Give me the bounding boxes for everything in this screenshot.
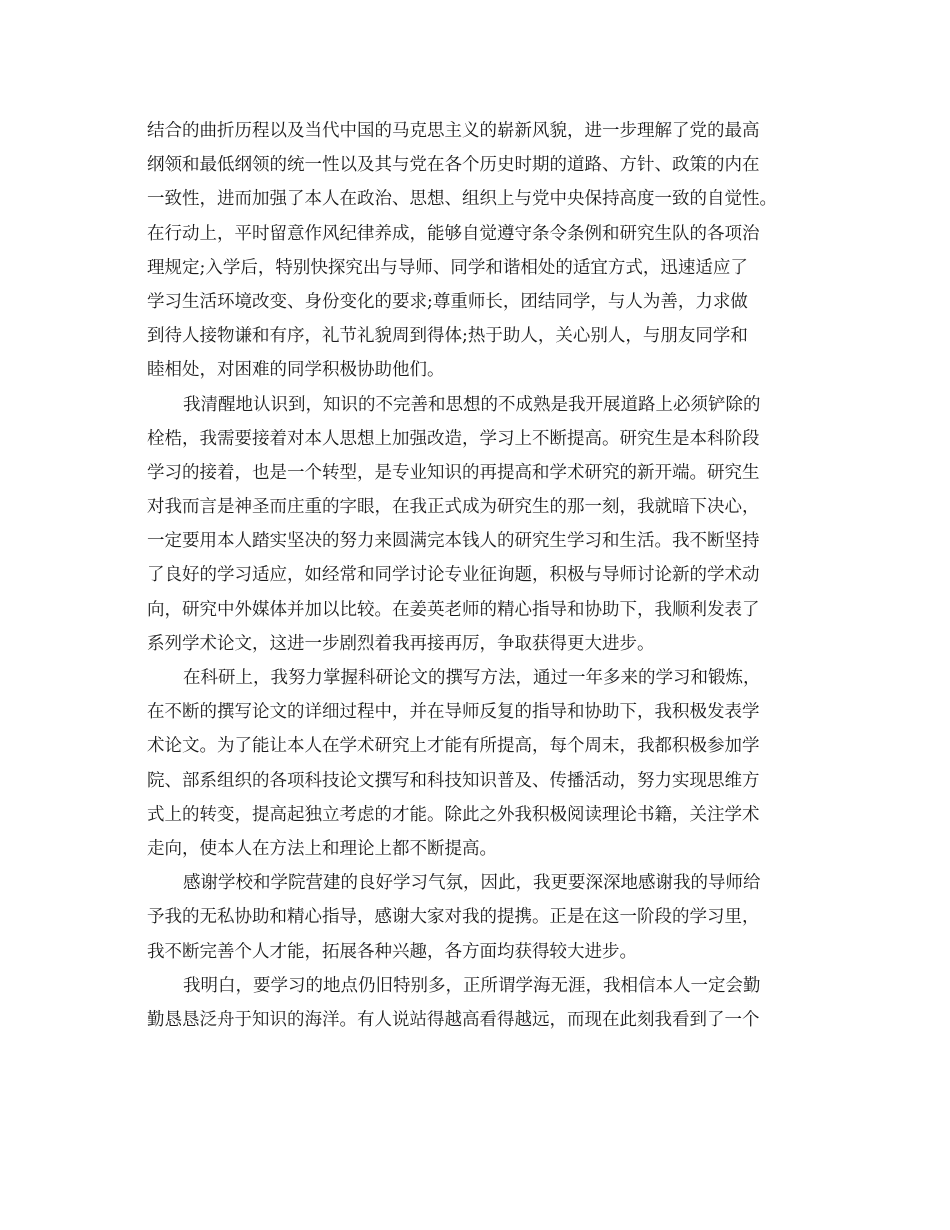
text-line: 我不断完善个人才能，拓展各种兴趣，各方面均获得较大进步。 [147, 941, 637, 962]
paragraph-first-line: 我明白，要学习的地点仍旧特别多，正所谓学海无涯，我相信本人一定会勤 [183, 975, 761, 996]
text-line: 结合的曲折历程以及当代中国的马克思主义的崭新风貌，进一步理解了党的最高 [147, 121, 760, 141]
text-line: 纲领和最低纲领的统一性以及其与党在各个历史时期的道路、方针、政策的内在 [147, 155, 760, 176]
text-line: 式上的转变，提高起独立考虑的才能。除此之外我积极阅读理论书籍，关注学术 [147, 804, 760, 825]
text-line: 到待人接物谦和有序，礼节礼貌周到得体;热于助人，关心别人，与朋友同学和 [147, 326, 748, 347]
text-line: 系列学术论文，这进一步剧烈着我再接再厉，争取获得更大进步。 [147, 633, 655, 654]
document-body [147, 114, 827, 1037]
text-line: 理规定;入学后，特别快探究出与导师、同学和谐相处的适宜方式，迅速适应了 [147, 257, 748, 278]
paragraph-first-line: 在科研上，我努力掌握科研论文的撰写方法，通过一年多来的学习和锻炼， [183, 668, 761, 688]
text-line: 学习的接着，也是一个转型，是专业知识的再提高和学术研究的新开端。研究生 [147, 462, 760, 483]
text-line: 术论文。为了能让本人在学术研究上才能有所提高，每个周末，我都积极参加学 [147, 736, 760, 757]
paragraph-first-line: 我清醒地认识到，知识的不完善和思想的不成熟是我开展道路上必须铲除的 [183, 394, 761, 415]
paragraph-first-line: 感谢学校和学院营建的良好学习气氛，因此，我更要深深地感谢我的导师给 [183, 873, 761, 894]
text-line: 一致性，进而加强了本人在政治、思想、组织上与党中央保持高度一致的自觉性。 [147, 189, 777, 210]
text-line: 了良好的学习适应，如经常和同学讨论专业征询题，积极与导师讨论新的学术动 [147, 565, 760, 586]
text-line: 睦相处，对困难的同学积极协助他们。 [147, 360, 445, 381]
text-line: 学习生活环境改变、身份变化的要求;尊重师长，团结同学，与人为善，力求做 [147, 291, 748, 312]
text-line: 在行动上，平时留意作风纪律养成，能够自觉遵守条令条例和研究生队的各项治 [147, 223, 760, 244]
text-line: 走向，使本人在方法上和理论上都不断提高。 [147, 838, 497, 859]
text-line: 在不断的撰写论文的详细过程中，并在导师反复的指导和协助下，我积极发表学 [147, 702, 760, 723]
text-line: 对我而言是神圣而庄重的字眼，在我正式成为研究生的那一刻，我就暗下决心， [147, 497, 760, 518]
text-line: 予我的无私协助和精心指导，感谢大家对我的提携。正是在这一阶段的学习里， [147, 907, 760, 928]
text-line: 栓梏，我需要接着对本人思想上加强改造，学习上不断提高。研究生是本科阶段 [147, 428, 760, 449]
text-line: 向，研究中外媒体并加以比较。在姜英老师的精心指导和协助下，我顺利发表了 [147, 599, 760, 620]
text-line: 院、部系组织的各项科技论文撰写和科技知识普及、传播活动，努力实现思维方 [147, 770, 760, 791]
text-line: 勤恳恳泛舟于知识的海洋。有人说站得越高看得越远，而现在此刻我看到了一个 [147, 1009, 760, 1030]
text-line: 一定要用本人踏实坚决的努力来圆满完本钱人的研究生学习和生活。我不断坚持 [147, 531, 760, 552]
